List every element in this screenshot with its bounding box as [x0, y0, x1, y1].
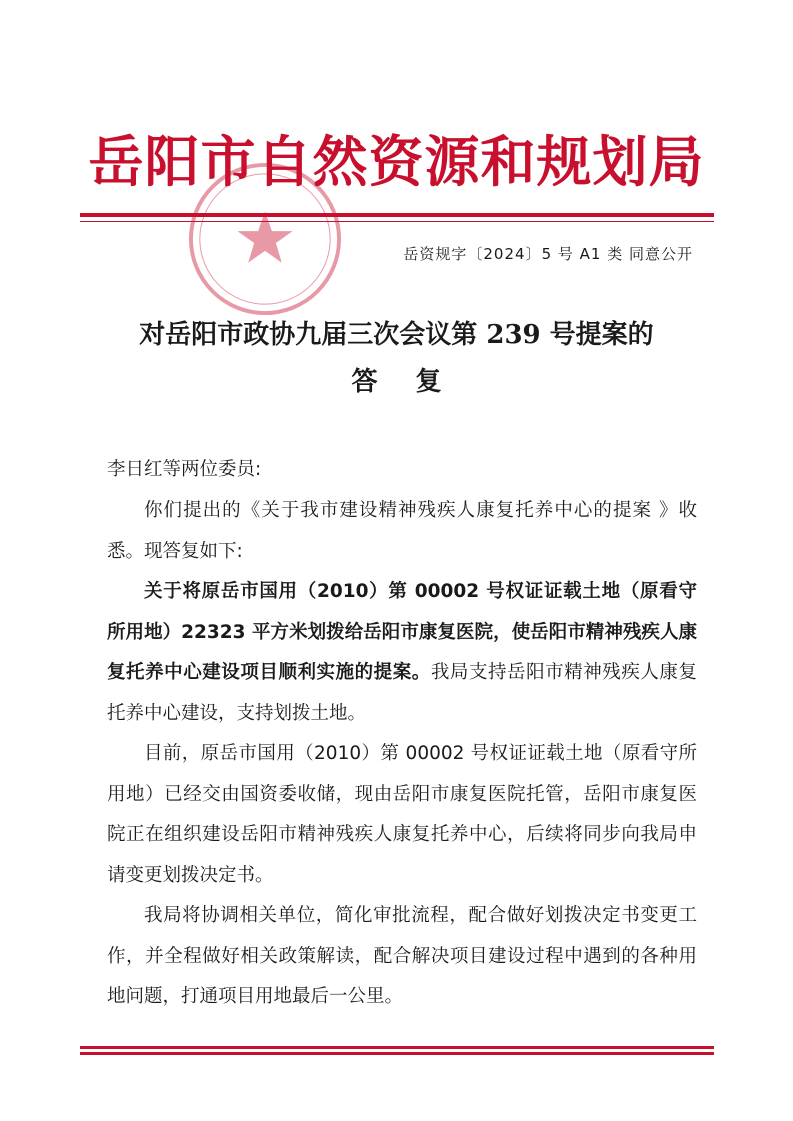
footer-divider-top [80, 1046, 714, 1049]
paragraph-1: 你们提出的《关于我市建设精神残疾人康复托养中心的提案 》收悉。现答复如下: [107, 500, 697, 562]
salutation: 李日红等两位委员: [107, 459, 262, 480]
document-title-line-1: 对岳阳市政协九届三次会议第 239 号提案的 [139, 320, 654, 350]
agency-letterhead: 岳阳市自然资源和规划局 [88, 130, 705, 194]
document-number: 岳资规字〔2024〕5 号 A1 类 同意公开 [403, 245, 693, 263]
paragraph-2 [107, 572, 697, 734]
document-title-line-2: 答复 [351, 367, 480, 397]
paragraph-2-rest: 我局支持岳阳市精神残疾人康复托养中心建设，支持划拨土地。 [107, 662, 697, 724]
paragraph-3: 目前，原岳市国用（2010）第 00002 号权证证载土地（原看守所用地）已经交由国资委收储，现由岳阳市康复医院托管，岳阳市康复医院正在组织建设岳阳市精神残疾人康复托养中心，后续将同步向我局申请变更划拨决定书。 [107, 743, 697, 886]
letterhead-divider-thick [80, 213, 714, 217]
letterhead-divider-thin [80, 221, 714, 222]
footer-divider-bottom [80, 1052, 714, 1055]
paragraph-4: 我局将协调相关单位，简化审批流程，配合做好划拨决定书变更工作，并全程做好相关政策解读，配合解决项目建设过程中遇到的各种用地问题，打通项目用地最后一公里。 [107, 905, 697, 1007]
paragraph-2-bold: 关于将原岳市国用（2010）第 00002 号权证证载土地（原看守所用地）22323 平方米划拨给岳阳市康复医院，使岳阳市精神残疾人康复托养中心建设项目顺利实施的提案。 [107, 581, 697, 683]
